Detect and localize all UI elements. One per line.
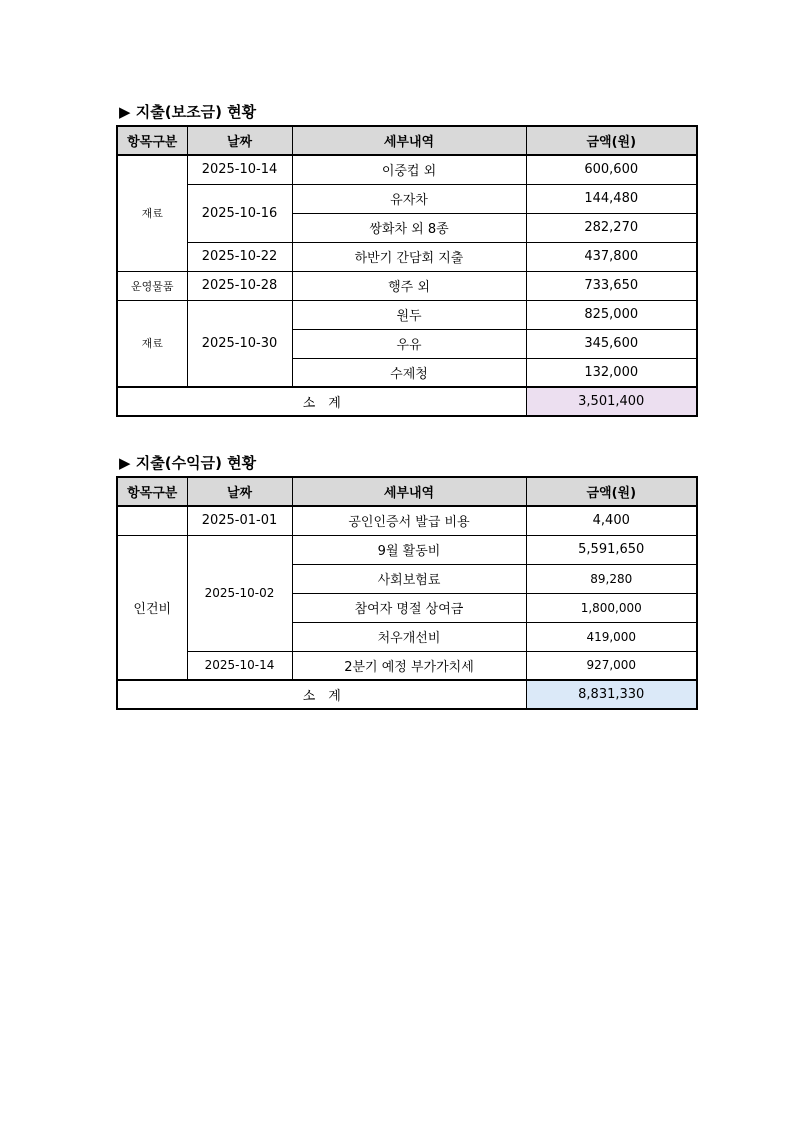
subtotal-row <box>117 387 697 416</box>
amount-cell: 282,270 <box>526 213 697 242</box>
section2-title: ▶ 지출(수익금) 현황 <box>119 454 257 472</box>
header-category: 항목구분 <box>117 477 187 506</box>
header-detail: 세부내역 <box>292 477 526 506</box>
date-cell: 2025-10-28 <box>187 271 292 300</box>
date-cell: 2025-10-22 <box>187 242 292 271</box>
table-row <box>117 300 697 329</box>
section1-title: ▶ 지출(보조금) 현황 <box>119 103 257 121</box>
date-cell: 2025-10-14 <box>187 155 292 184</box>
header-amount: 금액(원) <box>526 477 697 506</box>
amount-cell: 4,400 <box>526 506 697 535</box>
detail-cell: 행주 외 <box>292 271 526 300</box>
subtotal-amount: 3,501,400 <box>526 387 697 416</box>
table-row <box>117 506 697 535</box>
table-row <box>117 535 697 564</box>
amount-cell: 733,650 <box>526 271 697 300</box>
detail-cell: 하반기 간담회 지출 <box>292 242 526 271</box>
detail-cell: 처우개선비 <box>292 622 526 651</box>
detail-cell: 수제청 <box>292 358 526 387</box>
table-header-row <box>117 126 697 155</box>
category-cell <box>117 506 187 535</box>
amount-cell: 419,000 <box>526 622 697 651</box>
detail-cell: 원두 <box>292 300 526 329</box>
category-cell: 재료 <box>117 300 187 387</box>
date-cell: 2025-10-02 <box>187 535 292 651</box>
detail-cell: 쌍화차 외 8종 <box>292 213 526 242</box>
amount-cell: 927,000 <box>526 651 697 680</box>
detail-cell: 유자차 <box>292 184 526 213</box>
amount-cell: 825,000 <box>526 300 697 329</box>
header-detail: 세부내역 <box>292 126 526 155</box>
detail-cell: 이중컵 외 <box>292 155 526 184</box>
date-cell: 2025-10-30 <box>187 300 292 387</box>
table-row <box>117 242 697 271</box>
table-row <box>117 651 697 680</box>
amount-cell: 345,600 <box>526 329 697 358</box>
subtotal-label: 소 계 <box>117 387 526 416</box>
date-cell: 2025-10-16 <box>187 184 292 242</box>
detail-cell: 참여자 명절 상여금 <box>292 593 526 622</box>
category-cell: 재료 <box>117 155 187 271</box>
subtotal-label: 소 계 <box>117 680 526 709</box>
category-cell: 인건비 <box>117 535 187 680</box>
revenue-expense-table <box>116 476 698 710</box>
amount-cell: 89,280 <box>526 564 697 593</box>
detail-cell: 사회보험료 <box>292 564 526 593</box>
amount-cell: 600,600 <box>526 155 697 184</box>
detail-cell: 우유 <box>292 329 526 358</box>
date-cell: 2025-10-14 <box>187 651 292 680</box>
table-header-row <box>117 477 697 506</box>
date-cell: 2025-01-01 <box>187 506 292 535</box>
detail-cell: 2분기 예정 부가가치세 <box>292 651 526 680</box>
table-row <box>117 155 697 184</box>
amount-cell: 437,800 <box>526 242 697 271</box>
header-date: 날짜 <box>187 477 292 506</box>
subsidy-expense-table <box>116 125 698 417</box>
detail-cell: 9월 활동비 <box>292 535 526 564</box>
amount-cell: 132,000 <box>526 358 697 387</box>
amount-cell: 1,800,000 <box>526 593 697 622</box>
table-row <box>117 184 697 213</box>
amount-cell: 144,480 <box>526 184 697 213</box>
header-category: 항목구분 <box>117 126 187 155</box>
subtotal-amount: 8,831,330 <box>526 680 697 709</box>
category-cell: 운영물품 <box>117 271 187 300</box>
detail-cell: 공인인증서 발급 비용 <box>292 506 526 535</box>
subtotal-row <box>117 680 697 709</box>
header-amount: 금액(원) <box>526 126 697 155</box>
header-date: 날짜 <box>187 126 292 155</box>
amount-cell: 5,591,650 <box>526 535 697 564</box>
table-row <box>117 271 697 300</box>
